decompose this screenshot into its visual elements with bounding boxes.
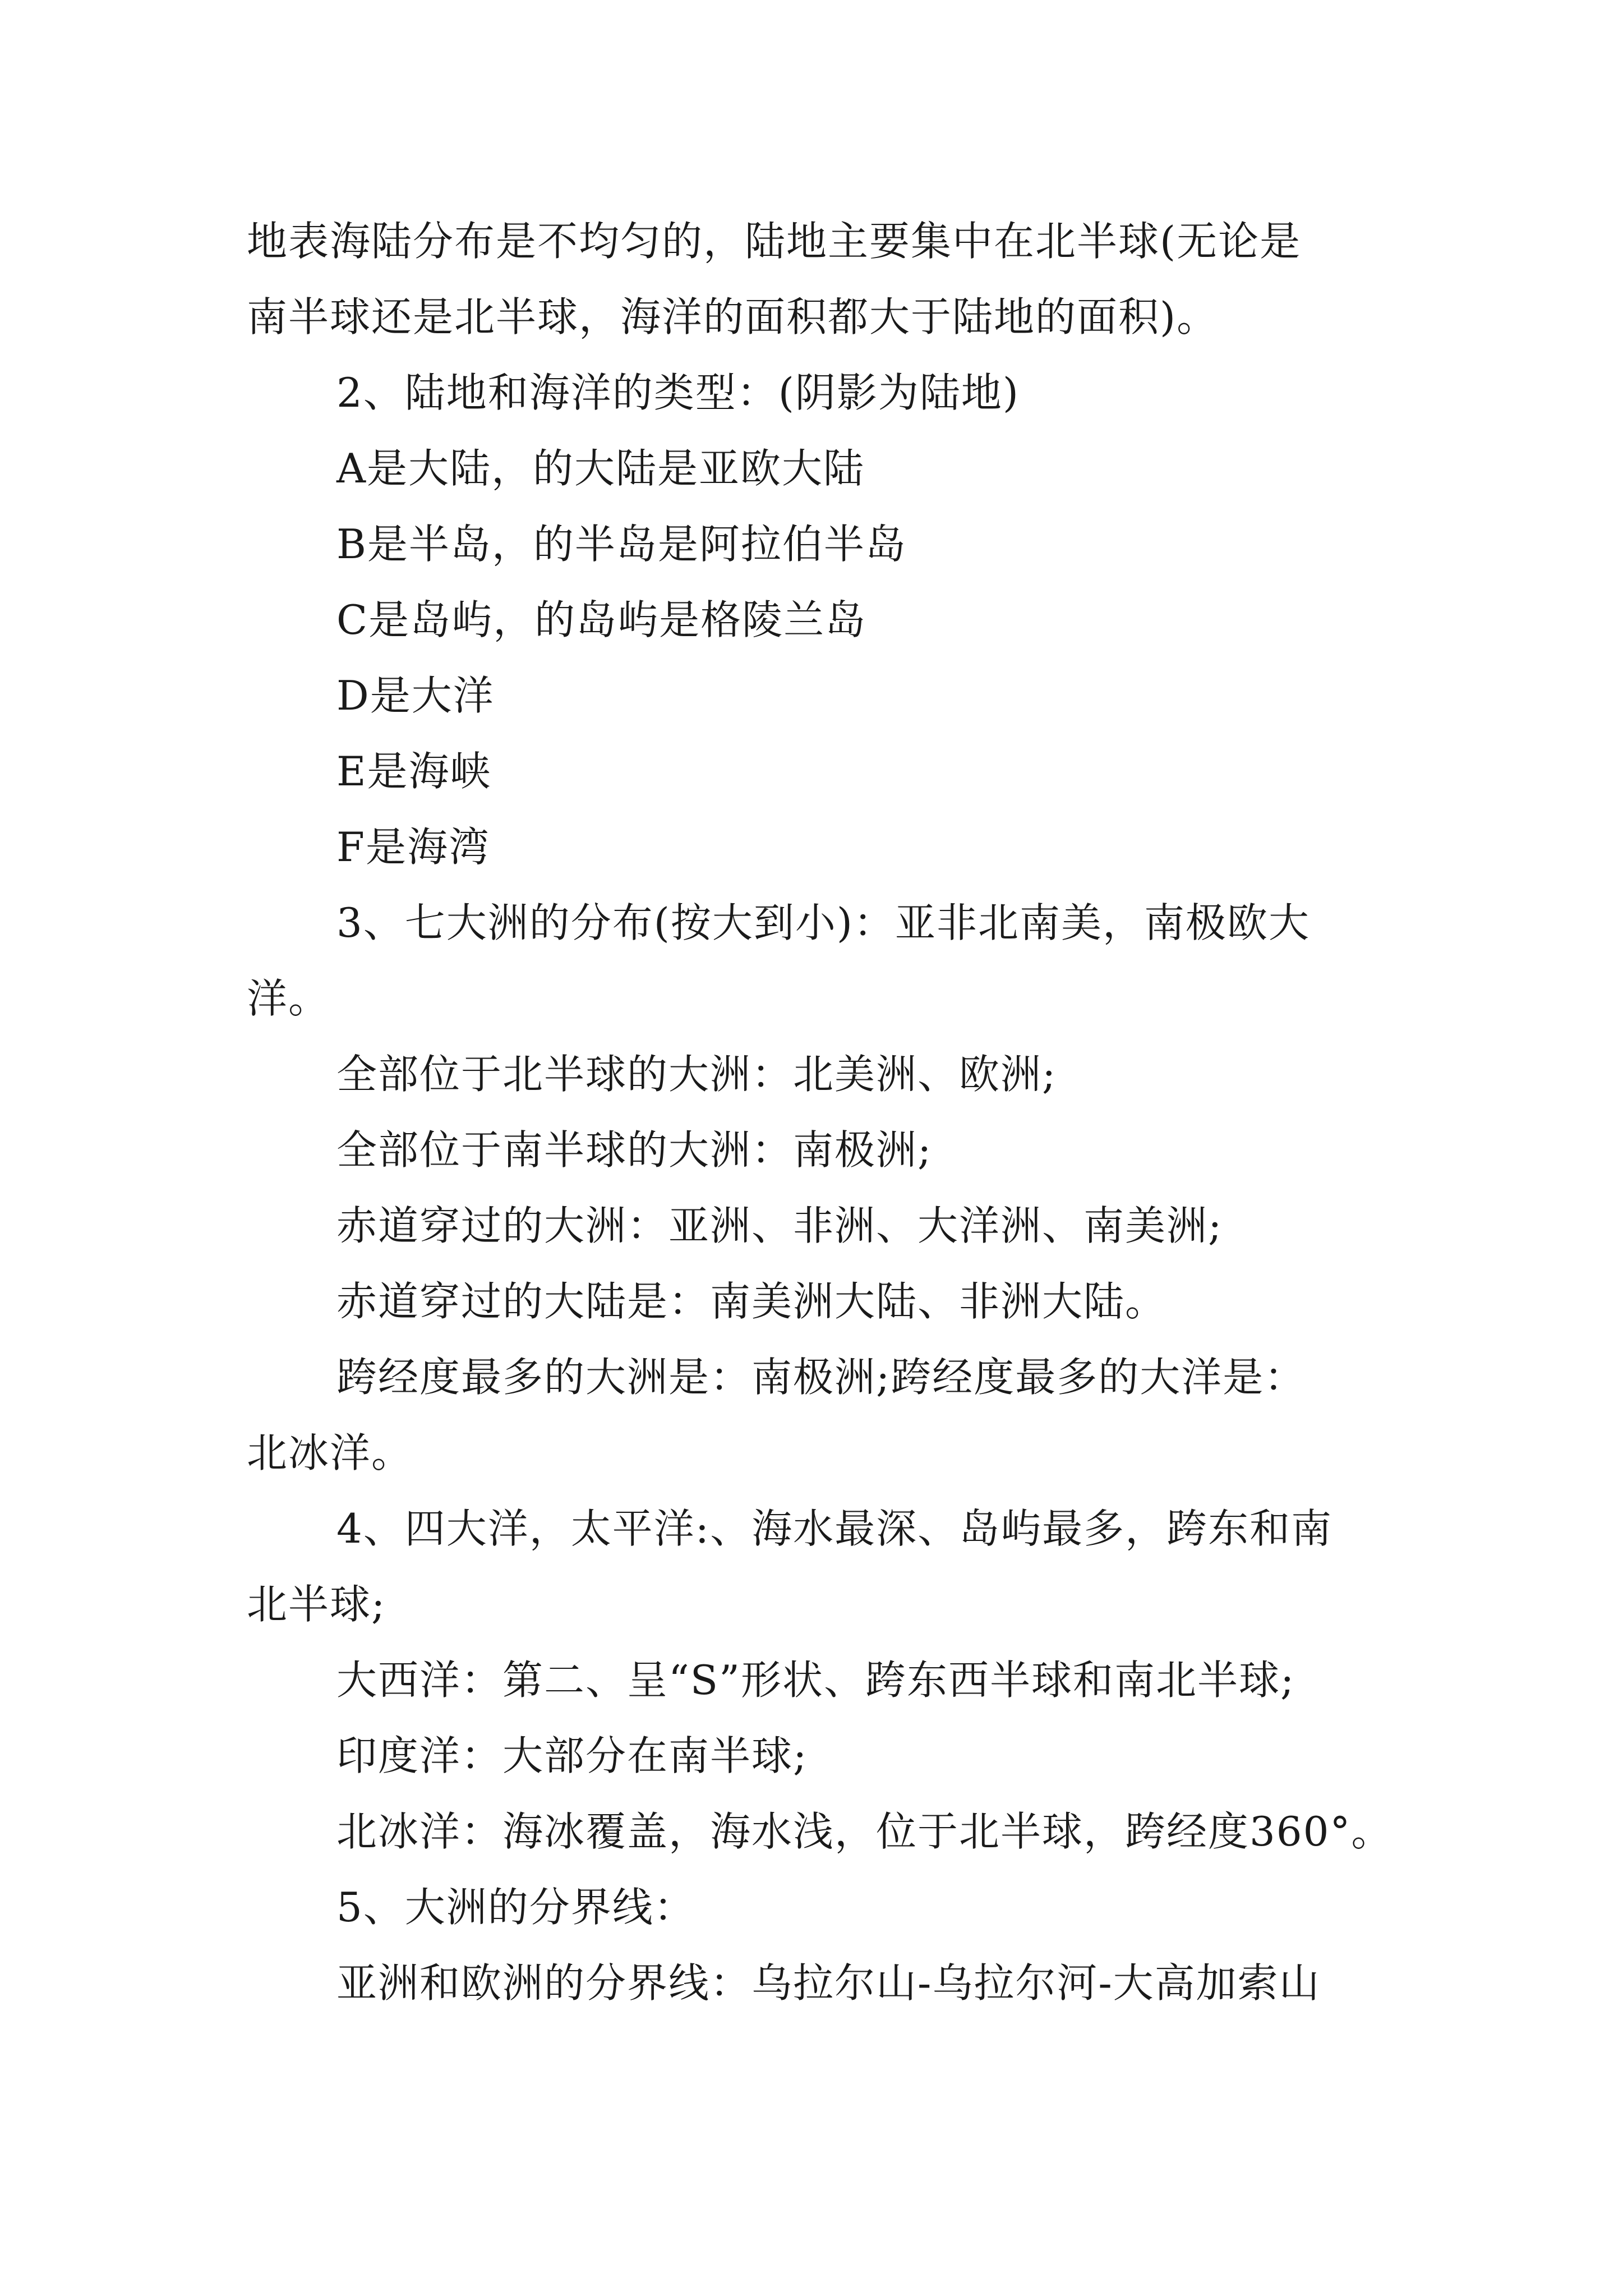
text-line: 洋。 [247, 975, 330, 1022]
heading-land-sea-types: 2、陆地和海洋的类型：(阴影为陆地) [336, 369, 1020, 416]
text-line: 地表海陆分布是不均匀的，陆地主要集中在北半球(无论是 [247, 218, 1302, 265]
text-line: 印度洋：大部分在南半球; [336, 1732, 808, 1779]
text-line: 跨经度最多的大洲是：南极洲;跨经度最多的大洋是： [336, 1354, 1306, 1401]
text-line: 赤道穿过的大洲：亚洲、非洲、大洋洲、南美洲; [336, 1202, 1223, 1249]
text-line: D是大洋 [336, 672, 495, 719]
text-line: 全部位于北半球的大洲：北美洲、欧洲; [336, 1051, 1057, 1098]
text-line: 南半球还是北半球，海洋的面积都大于陆地的面积)。 [247, 293, 1219, 341]
text-line: 北冰洋。 [247, 1429, 413, 1476]
text-line: E是海峡 [336, 748, 492, 795]
heading-four-oceans: 4、四大洋，太平洋:、海水最深、岛屿最多，跨东和南 [336, 1505, 1333, 1552]
text-line: A是大陆，的大陆是亚欧大陆 [336, 445, 865, 492]
text-line: 赤道穿过的大陆是：南美洲大陆、非洲大陆。 [336, 1278, 1167, 1325]
heading-seven-continents: 3、七大洲的分布(按大到小)：亚非北南美，南极欧大 [336, 899, 1310, 946]
text-line: 大西洋：第二、呈“S”形状、跨东西半球和南北半球; [336, 1657, 1295, 1704]
text-line: 北冰洋：海冰覆盖，海水浅，位于北半球，跨经度360°。 [336, 1808, 1393, 1855]
text-line: C是岛屿，的岛屿是格陵兰岛 [336, 596, 867, 643]
text-line: F是海湾 [336, 823, 490, 871]
text-line: B是半岛，的半岛是阿拉伯半岛 [336, 521, 907, 568]
text-line: 北半球; [247, 1581, 386, 1628]
text-line: 亚洲和欧洲的分界线：乌拉尔山-乌拉尔河-大高加索山 [336, 1959, 1321, 2007]
text-line: 全部位于南半球的大洲：南极洲; [336, 1126, 933, 1174]
heading-continent-boundaries: 5、大洲的分界线： [336, 1884, 695, 1931]
